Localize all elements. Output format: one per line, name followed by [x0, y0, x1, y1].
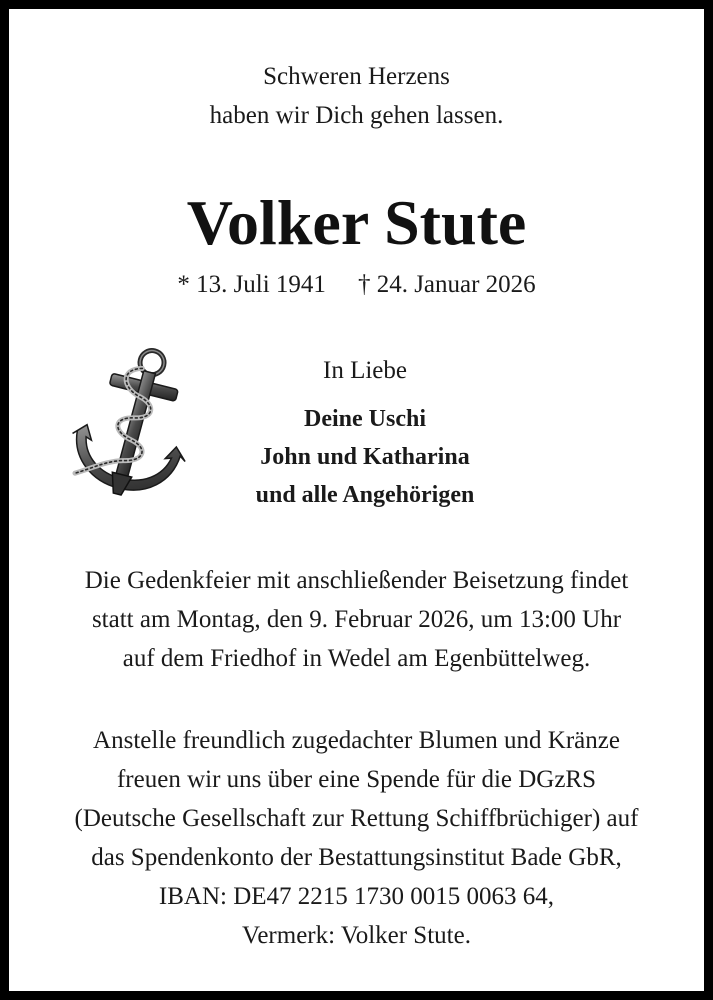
- deceased-name: Volker Stute: [186, 187, 527, 258]
- mourners-block: [209, 353, 521, 514]
- ceremony-paragraph: [29, 561, 684, 678]
- donation-line-2: freuen wir uns über eine Spende für die DGzRS: [116, 766, 597, 793]
- donation-paragraph: [29, 721, 684, 955]
- family-name-1: Deine Uschi: [304, 406, 426, 432]
- birth-date: * 13. Juli 1941: [177, 271, 326, 298]
- death-date: † 24. Januar 2026: [357, 271, 536, 298]
- ceremony-line-2: statt am Montag, den 9. Februar 2026, um 13:00 Uhr: [91, 606, 622, 633]
- intro-line-1: Schweren Herzens: [263, 63, 450, 90]
- iban-line: IBAN: DE47 2215 1730 0015 0063 64,: [158, 883, 555, 910]
- reference-line: Vermerk: Volker Stute.: [242, 922, 471, 949]
- family-names: [209, 400, 521, 514]
- family-name-3: und alle Angehörigen: [255, 482, 475, 508]
- donation-line-1: Anstelle freundlich zugedachter Blumen und Kränze: [93, 727, 620, 754]
- ceremony-line-1: Die Gedenkfeier mit anschließender Beisetzung findet: [84, 567, 629, 594]
- life-dates: [9, 267, 704, 303]
- ceremony-line-3: auf dem Friedhof in Wedel am Egenbüttelweg.: [122, 645, 591, 672]
- anchor-icon: [67, 339, 193, 505]
- in-love-heading: In Liebe: [323, 357, 407, 384]
- donation-line-3: (Deutsche Gesellschaft zur Rettung Schiffbrüchiger) auf: [74, 805, 639, 832]
- family-name-2: John und Katharina: [260, 444, 470, 470]
- intro-text: [9, 57, 704, 135]
- intro-line-2: haben wir Dich gehen lassen.: [209, 102, 504, 129]
- donation-line-4: das Spendenkonto der Bestattungsinstitut Bade GbR,: [91, 844, 622, 871]
